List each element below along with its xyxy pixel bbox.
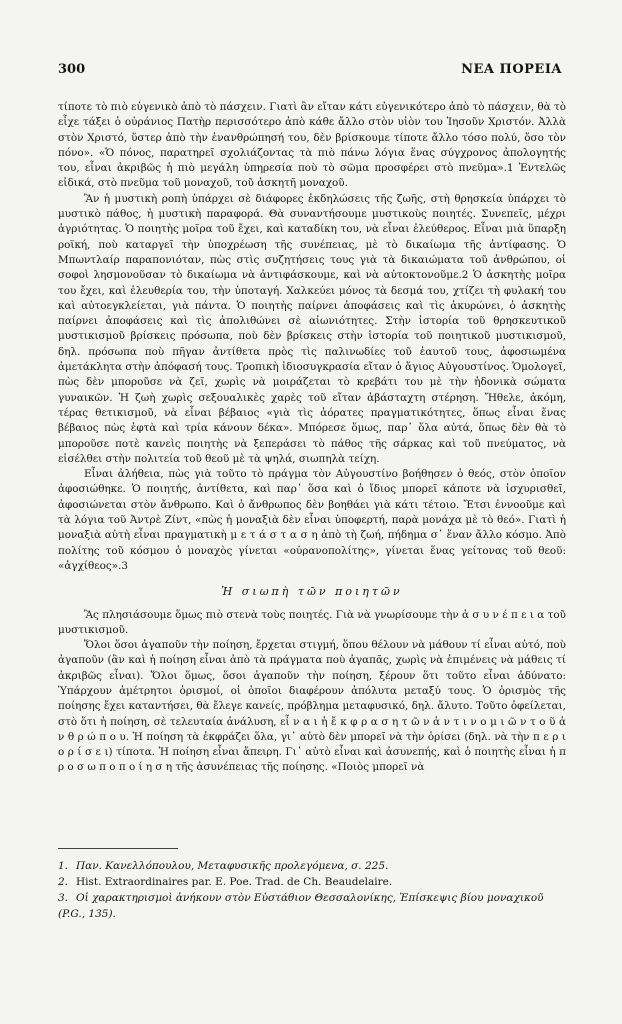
footnote-text: Hist. Extraordinaires par. E. Poe. Trad. de Ch. Beaudelaire. [76, 876, 393, 888]
footnotes [58, 858, 566, 922]
footnote-number: 1. [58, 860, 69, 872]
footnote [58, 874, 566, 890]
footnote-text: Παν. Κανελλόπουλου, Μεταφυσικῆς προλεγόμενα, σ. 225. [76, 860, 389, 872]
main-text [58, 100, 566, 776]
running-title: ΝΕΑ ΠΟΡΕΙΑ [461, 62, 562, 77]
footnote [58, 890, 566, 922]
paragraph: Εἶναι ἀλήθεια, πὼς γιὰ τοῦτο τὸ πράγμα τὸν Αὐγουστίνο βοήθησεν ὁ θεός, στὸν ὁποῖον ἀφοσιώθηκε. Ὁ ποιητής, ἀντίθετα, καὶ παρ᾽ ὅσα καὶ ὁ ἴδιος μπορεῖ κάποτε νὰ ἰσχυρισθεῖ, ἀφοσιώνεται στὸν ἄνθρωπο. Καὶ ὁ ἄνθρωπος δὲν βοηθάει γιὰ κάτι τέτοιο. Ἔτσι ἐννοοῦμε καὶ τὰ λόγια τοῦ Ἀντρὲ Ζίντ, «πὼς ἡ μοναξιὰ δὲν εἶναι ὑποφερτή, παρὰ μονάχα μὲ τὸ θεό». Γιατὶ ἡ μοναξιὰ αὐτὴ εἶναι πραγματικὴ μ ε τ ά σ τ α σ η ἀπὸ τὴ ζωή, πήδημα σ᾽ ἕναν ἄλλο κόσμο. Ἀπὸ πολίτης τοῦ κόσμου ὁ μοναχὸς γίνεται «οὐρανοπολίτης», γίνεται ἕνας γείτονας τοῦ θεοῦ: «ἀγχίθεος».3 [58, 468, 566, 572]
paragraph: τίποτε τὸ πιὸ εὐγενικὸ ἀπὸ τὸ πάσχειν. Γιατὶ ἂν εἴταν κάτι εὐγενικότερο ἀπὸ τὸ πάσχειν, θὰ τὸ εἶχε τάξει ὁ οὐράνιος Πατὴρ περισσότερο ἀπὸ κάθε ἄλλο στὸν υἱὸν του Ἰησοῦν Χριστόν. Ἀλλὰ στὸν Χριστό, ὕστερ ἀπὸ τὴν ἐνανθρώπησή του, δὲν βρίσκουμε τίποτε ἄλλο τόσο πολύ, ὅσο τὸν πόνο». «Ὁ πόνος, παρατηρεῖ σχολιάζοντας τὰ πιὸ πάνω λόγια ἕνας σύγχρονος ἀπολογητής του, εἶναι ἀκριβῶς ἡ πιὸ μεγάλη ὑπηρεσία ποὺ τὸ σῶμα προσφέρει στὸ πνεῦμα».1 Ἐντελῶς εἰδικά, στὸ πνεῦμα τοῦ μοναχοῦ, τοῦ ἀσκητῆ μοναχοῦ. [58, 101, 566, 190]
section-heading: Ἡ σιωπὴ τῶν ποιητῶν [221, 585, 403, 599]
paragraph: Ἂν ἡ μυστικὴ ροπὴ ὑπάρχει σὲ διάφορες ἐκδηλώσεις τῆς ζωῆς, στὴ θρησκεία ὑπάρχει τὸ μυστικὸ πάθος, ἡ μυστικὴ παραφορά. Θὰ συναντήσουμε μυστικοὺς ποιητές. Συνεπεῖς, μέχρι ἀγριότητας. Ὁ ποιητὴς μοῖρα τοῦ ἔχει, καὶ καταδίκη του, νὰ εἶναι ἐλεύθερος. Εἶναι μιὰ ὕπαρξη ροϊκή, ποὺ καταργεῖ τὴν ὑποχρέωση τῆς συνέπειας, μὲ τὸ δικαίωμα τῆς ἀντίφασης. Ὁ Μπωντλαίρ παραπονιόταν, πὼς στὶς συζητήσεις τους γιὰ τὰ δικαιώματα τοῦ ἀνθρώπου, οἱ σοφοὶ λησμονοῦσαν τὸ δικαίωμα νὰ ἀντιφάσκουμε, καὶ νὰ αὐτοκτονοῦμε.2 Ὁ ἀσκητὴς μοῖρα του ἔχει, καὶ ἐλευθερία του, τὴν ὑποταγή. Χαλκεύει μόνος τὰ δεσμά του, χτίζει τὴ φυλακή του καὶ αὐτοεγκλείεται, γιὰ πάντα. Ὁ ποιητὴς παίρνει ἀποφάσεις καὶ τὶς ἀκυρώνει, ὁ ἀσκητὴς παίρνει ἀποφάσεις καὶ τὶς ἀπολιθώνει σὲ αἰωνιότητες. Στὴν ἱστορία τοῦ θρησκευτικοῦ μυστικισμοῦ βρίσκεις πρόσωπα, ποὺ δὲν βρίσκεις στὴν ἱστορία τοῦ ποιητικοῦ μυστικισμοῦ, δηλ. πρόσωπα ποὺ πῆγαν ἀντίθετα πρὸς τὶς παλινωδίες τοῦ ἑαυτοῦ τους, ἀφοσιωμένα ἀμετάκλητα στὴν ἀπόφασή τους. Τροπικὴ ἰδιοσυγκρασία εἴταν ὁ ἅγιος Αὐγουστίνος. Ὁμολογεῖ, πὼς δὲν μποροῦσε νὰ ζεῖ, χωρὶς νὰ μοιράζεται τὸ κρεβάτι του μὲ τὴν ἡδονικὰ σώματα γυναικῶν. Ἡ ζωὴ χωρὶς σεξουαλικὲς χαρὲς τοῦ εἴταν ἀβάσταχτη στέρηση. Ἤθελε, ἀκόμη, τέρας θετικισμοῦ, νὰ εἶναι βέβαιος «γιὰ τὶς ἀόρατες πραγματικότητες, ὅπως εἶναι ἕνας βέβαιος πὼς ἑφτὰ καὶ τρία κάνουν δέκα». Μπόρεσε ὅμως, παρ᾽ ὅλα αὐτά, ὅπως δὲν θὰ τὸ μποροῦσε ποτὲ κανεὶς ποιητὴς νὰ ξεπεράσει τὸ πάθος τῆς σάρκας καὶ τοῦ πνεύματος, νὰ εἰσέλθει στὴν πολιτεία τοῦ θεοῦ μὲ τὰ ψηλά, σιωπηλὰ τείχη. [58, 192, 566, 465]
paragraph: Ἂς πλησιάσουμε ὅμως πιὸ στενὰ τοὺς ποιητές. Γιὰ νὰ γνωρίσουμε τὴν ἀ σ υ ν έ π ε ι α τοῦ μυστικισμοῦ. [58, 608, 566, 636]
running-header [58, 62, 562, 80]
footnote-text: Οἱ χαρακτηρισμοὶ ἀνήκουν στὸν Εὐστάθιον Θεσσαλονίκης, Ἐπίσκεψις βίου μοναχικοῦ (P.G., 135). [58, 892, 544, 920]
footnote [58, 858, 566, 874]
paragraph: Ὅλοι ὅσοι ἀγαποῦν τὴν ποίηση, ἔρχεται στιγμή, ὅπου θέλουν νὰ μάθουν τί εἶναι αὐτό, ποὺ ἀγαποῦν (ἂν καὶ ἡ ποίηση εἶναι ἀπὸ τὰ πράγματα ποὺ ἀγαπᾶς, χωρὶς νὰ ἐπιμένεις νὰ μάθεις τί ἀκριβῶς εἶναι). Ὅλοι ὅμως, ὅσοι ἀγαποῦν τὴν ποίηση, ξέρουν ὅτι τοῦτο εἶναι ἀδύνατο: Ὑπάρχουν ἀμέτρητοι ὁρισμοί, οἱ ὁποῖοι διαφέρουν ἀπόλυτα μεταξύ τους. Ὁ ὁρισμὸς τῆς ποίησης ἔχει καταντήσει, θὰ ἔλεγε κανείς, πρόβλημα μεταφυσικό, δηλ. ἄλυτο. Τοῦτο ὀφείλεται, στὸ ὅτι ἡ ποίηση, σὲ τελευταία ἀνάλυση, εἶ ν α ι ἡ ἔ κ φ ρ α σ η τ ῶ ν ἀ ν τ ι ν ο μ ι ῶ ν τ ο ῦ ἀ ν θ ρ ώ π ο υ. Ἡ ποίηση τὰ ἐκφράζει ὅλα, γι᾽ αὐτὸ δὲν μπορεῖ νὰ τὴν ὁρίσει (δηλ. νὰ τὴν π ε ρ ι ο ρ ί σ ε ι) τίποτα. Ἡ ποίηση εἶναι ἄπειρη. Γι᾽ αὐτὸ εἶναι καὶ ἀσυνεπής, καὶ ὁ ποιητὴς εἶναι ἡ π ρ ο σ ω π ο π ο ί η σ η τῆς ἀσυνέπειας τῆς ποίησης. «Ποιὸς μπορεῖ νὰ [58, 639, 566, 774]
footnote-number: 2. [58, 876, 69, 888]
page-number: 300 [58, 62, 86, 77]
footnote-rule [58, 848, 178, 849]
footnote-number: 3. [58, 892, 69, 904]
